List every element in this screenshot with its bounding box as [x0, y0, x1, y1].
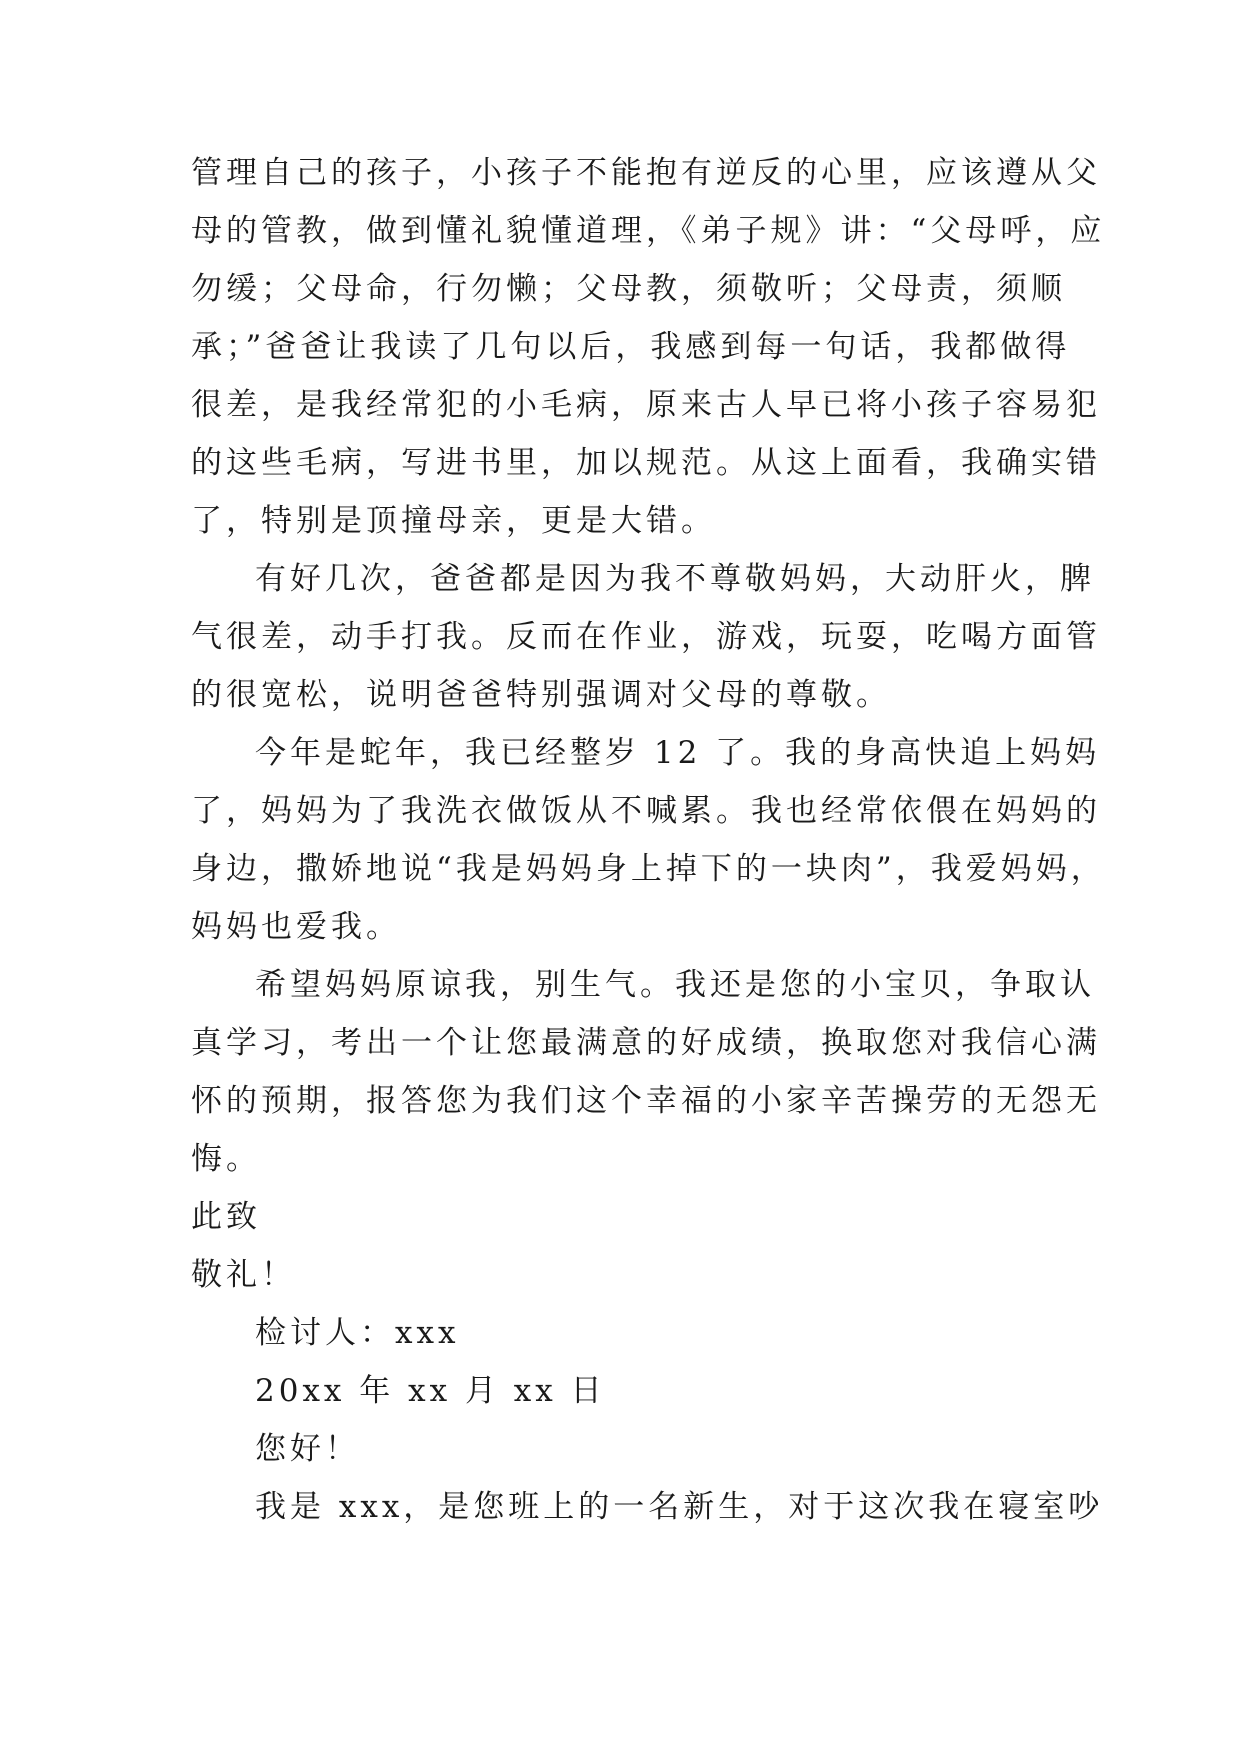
paragraph-line: 很差，是我经常犯的小毛病，原来古人早已将小孩子容易犯: [191, 387, 1101, 423]
paragraph-line: 有好几次，爸爸都是因为我不尊敬妈妈，大动肝火，脾: [255, 561, 1095, 597]
paragraph-line: 的这些毛病，写进书里，加以规范。从这上面看，我确实错: [191, 445, 1101, 481]
closing-regards: 敬礼！: [191, 1257, 296, 1293]
paragraph-line: 承；”爸爸让我读了几句以后，我感到每一句话，我都做得: [191, 329, 1071, 365]
paragraph-line: 勿缓；父母命，行勿懒；父母教，须敬听；父母责，须顺: [191, 271, 1066, 307]
signature-line: 检讨人：xxx: [255, 1315, 460, 1351]
closing-salutation: 此致: [191, 1199, 261, 1235]
paragraph-line: 我是 xxx，是您班上的一名新生，对于这次我在寝室吵: [255, 1489, 1104, 1525]
paragraph-line: 希望妈妈原谅我，别生气。我还是您的小宝贝，争取认: [255, 967, 1095, 1003]
paragraph-line: 了，妈妈为了我洗衣做饭从不喊累。我也经常依偎在妈妈的: [191, 793, 1101, 829]
paragraph-line: 母的管教，做到懂礼貌懂道理，《弟子规》讲：“父母呼，应: [191, 213, 1106, 249]
paragraph-line: 身边，撒娇地说“我是妈妈身上掉下的一块肉”，我爱妈妈，: [191, 851, 1106, 887]
paragraph-line: 怀的预期，报答您为我们这个幸福的小家辛苦操劳的无怨无: [191, 1083, 1101, 1119]
paragraph-line: 今年是蛇年，我已经整岁 12 了。我的身高快追上妈妈: [255, 735, 1101, 771]
paragraph-line: 管理自己的孩子，小孩子不能抱有逆反的心里，应该遵从父: [191, 155, 1101, 191]
greeting-line: 您好！: [255, 1431, 360, 1467]
paragraph-line: 悔。: [191, 1141, 261, 1177]
paragraph-line: 气很差，动手打我。反而在作业，游戏，玩耍，吃喝方面管: [191, 619, 1101, 655]
date-line: 20xx 年 xx 月 xx 日: [255, 1373, 606, 1409]
paragraph-line: 了，特别是顶撞母亲，更是大错。: [191, 503, 716, 539]
paragraph-line: 真学习，考出一个让您最满意的好成绩，换取您对我信心满: [191, 1025, 1101, 1061]
paragraph-line: 妈妈也爱我。: [191, 909, 401, 945]
paragraph-line: 的很宽松，说明爸爸特别强调对父母的尊敬。: [191, 677, 891, 713]
